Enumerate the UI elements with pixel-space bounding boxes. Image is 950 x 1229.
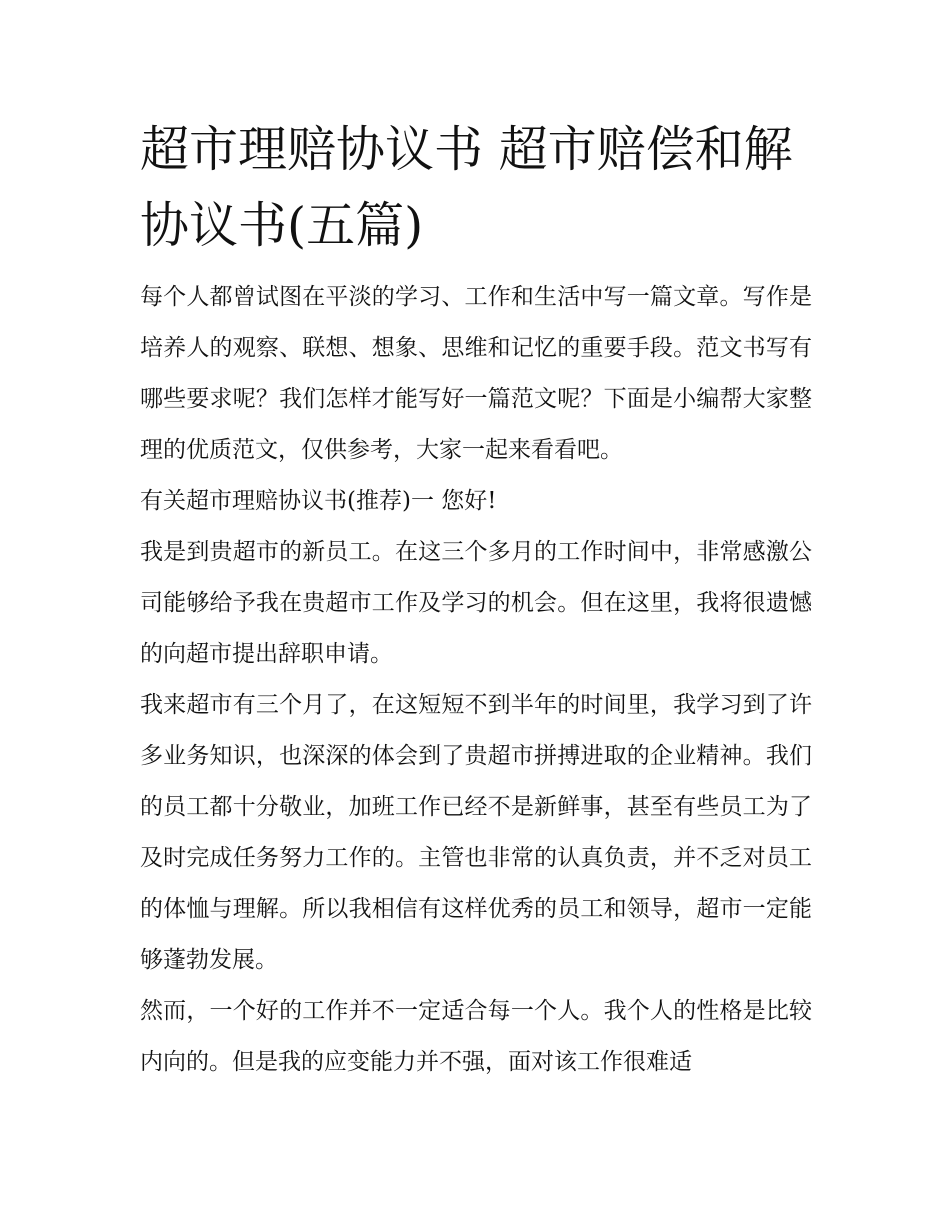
body-paragraph: 我是到贵超市的新员工。在这三个多月的工作时间中，非常感激公司能够给予我在贵超市工作及学习的机会。但在这里，我将很遗憾的向超市提出辞职申请。 [140,539,812,667]
document-body [140,272,812,1088]
body-paragraph: 然而，一个好的工作并不一定适合每一个人。我个人的性格是比较内向的。但是我的应变能力并不强，面对该工作很难适 [140,998,812,1075]
document-title: 超市理赔协议书 超市赔偿和解协议书(五篇) [140,121,793,254]
body-paragraph: 我来超市有三个月了，在这短短不到半年的时间里，我学习到了许多业务知识，也深深的体会到了贵超市拼搏进取的企业精神。我们的员工都十分敬业，加班工作已经不是新鲜事，甚至有些员工为了及时完成任务努力工作的。主管也非常的认真负责，并不乏对员工的体恤与理解。所以我相信有这样优秀的员工和领导，超市一定能够蓬勃发展。 [140,692,812,973]
document-page [140,112,812,1088]
body-paragraph: 有关超市理赔协议书(推荐)一 您好! [140,488,497,514]
body-paragraph: 每个人都曾试图在平淡的学习、工作和生活中写一篇文章。写作是培养人的观察、联想、想象、思维和记忆的重要手段。范文书写有哪些要求呢？我们怎样才能写好一篇范文呢？下面是小编帮大家整理的优质范文，仅供参考，大家一起来看看吧。 [140,284,812,463]
